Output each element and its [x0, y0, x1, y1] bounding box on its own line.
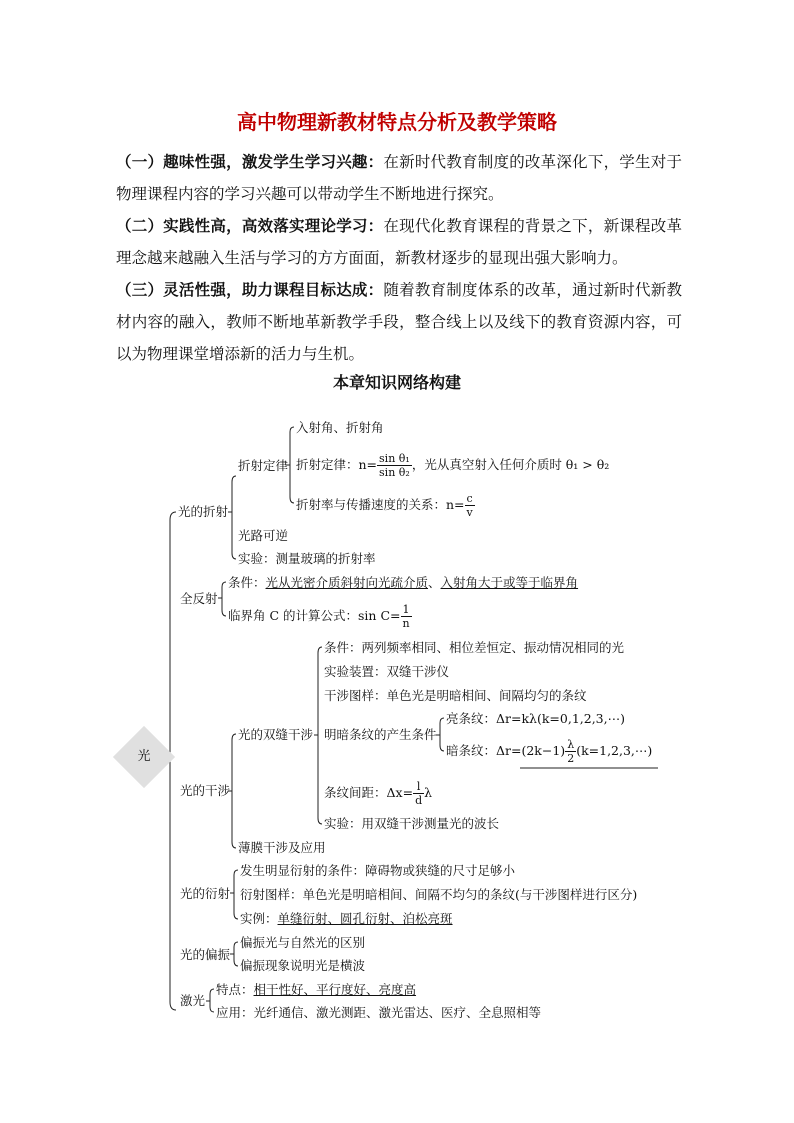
bright-dark-condition: 明暗条纹的产生条件 [324, 727, 437, 742]
laser-features [216, 982, 416, 998]
paragraph-body: 随着教育制度体系的改革，通过新时代新教材内容的融入，教师不断地革新教学手段，整合线上以及线下的教育资源内容，可以为物理课堂增添新的活力与生机。 [116, 281, 682, 363]
formula-prefix: 临界角 C 的计算公式：sin C= [228, 608, 401, 623]
refraction-experiment: 实验：测量玻璃的折射率 [238, 551, 376, 566]
paragraph-body: 在现代化教育课程的背景之下，新课程改革理念越来越融入生活与学习的方方面面，新教材逐步的显现出强大影响力。 [116, 217, 682, 267]
paragraph-body: 在新时代教育制度的改革深化下，学生对于物理课程内容的学习兴趣可以带动学生不断地进行探究。 [116, 153, 682, 203]
formula-suffix: ，光从真空射入任何介质时 θ₁ > θ₂ [411, 457, 610, 472]
interference-pattern: 干涉图样：单色光是明暗相间、间隔均匀的条纹 [324, 688, 587, 703]
fraction-numerator: λ [565, 738, 576, 752]
total-reflection-label: 全反射 [180, 591, 218, 606]
interference-apparatus: 实验装置：双缝干涉仪 [324, 664, 450, 679]
formula-suffix: λ [424, 785, 433, 800]
laser-applications: 应用：光纤通信、激光测距、激光雷达、医疗、全息照相等 [216, 1005, 542, 1020]
condition-critical-angle: 入射角大于或等于临界角 [440, 575, 579, 590]
knowledge-network-title: 本章知识网络构建 [332, 373, 461, 392]
wavelength-experiment: 实验：用双缝干涉测量光的波长 [324, 816, 500, 831]
interference-condition: 条件：两列频率相同、相位差恒定、振动情况相同的光 [324, 640, 625, 655]
critical-angle-formula [228, 599, 412, 633]
thin-film-interference: 薄膜干涉及应用 [238, 840, 326, 855]
diffraction-examples [240, 911, 453, 927]
interference-label: 光的干涉 [180, 783, 231, 798]
formula-prefix: 条纹间距：Δx= [324, 785, 414, 800]
fraction-denominator: n [402, 617, 410, 630]
double-slit-label: 光的双缝干涉 [238, 727, 314, 742]
fraction-denominator: sin θ₂ [379, 466, 410, 479]
diffraction-condition: 发生明显衍射的条件：障碍物或狭缝的尺寸足够小 [240, 863, 516, 878]
condition-separator: 、 [428, 575, 441, 590]
paragraph-heading: （三）灵活性强，助力课程目标达成： [116, 280, 384, 299]
fraction-denominator: 2 [567, 752, 575, 765]
incidence-refraction-angle: 入射角、折射角 [296, 420, 384, 435]
examples-list: 单缝衍射、圆孔衍射、泊松亮斑 [277, 911, 453, 926]
examples-prefix: 实例： [240, 911, 278, 926]
formula-prefix: 暗条纹：Δr=(2k−1) [446, 743, 566, 758]
condition-dense-to-sparse: 光从光密介质斜射向光疏介质 [265, 575, 429, 590]
sine-ratio [377, 452, 412, 479]
paragraph-heading: （一）趣味性强，激发学生学习兴趣： [116, 152, 384, 171]
fraction-numerator: sin θ₁ [379, 452, 410, 465]
paragraph-heading: （二）实践性高，高效落实理论学习： [116, 216, 384, 235]
light-path-reversible: 光路可逆 [238, 528, 289, 543]
spacing-fraction [413, 780, 424, 807]
features-list: 相干性好、平行度好、亮度高 [253, 982, 417, 997]
fraction-denominator: v [466, 506, 473, 519]
half-wavelength [565, 738, 576, 765]
refraction-label: 光的折射 [178, 504, 229, 519]
fraction-numerator: l [413, 780, 424, 794]
polarization-difference: 偏振光与自然光的区别 [240, 935, 366, 950]
diffraction-pattern: 衍射图样：单色光是明暗相间、间隔不均匀的条纹(与干涉图样进行区分) [240, 887, 638, 902]
laser-label: 激光 [180, 993, 206, 1008]
critical-fraction [401, 603, 412, 630]
fraction-denominator: d [415, 794, 423, 807]
formula-suffix: (k=1,2,3,⋯) [576, 743, 653, 758]
bright-fringe: 亮条纹：Δr=kλ(k=0,1,2,3,⋯) [446, 711, 625, 726]
features-prefix: 特点： [216, 982, 254, 997]
diffraction-label: 光的衍射 [180, 886, 231, 901]
refractive-index-speed [296, 488, 475, 522]
formula-prefix: 折射定律：n= [296, 457, 378, 472]
fringe-spacing [324, 775, 432, 811]
fraction-numerator: c [465, 492, 475, 506]
fraction-numerator: 1 [401, 603, 412, 617]
formula-prefix: 折射率与传播速度的关系：n= [296, 497, 465, 512]
condition-prefix: 条件： [228, 575, 266, 590]
refraction-law-formula [296, 447, 609, 483]
polarization-transverse: 偏振现象说明光是横波 [240, 958, 366, 973]
refraction-law-label: 折射定律 [238, 458, 289, 473]
speed-ratio [465, 492, 475, 519]
polarization-label: 光的偏振 [180, 947, 231, 962]
root-label: 光 [137, 749, 151, 764]
page-title: 高中物理新教材特点分析及教学策略 [237, 110, 557, 134]
total-reflection-condition [228, 575, 578, 591]
dark-fringe [446, 734, 652, 768]
